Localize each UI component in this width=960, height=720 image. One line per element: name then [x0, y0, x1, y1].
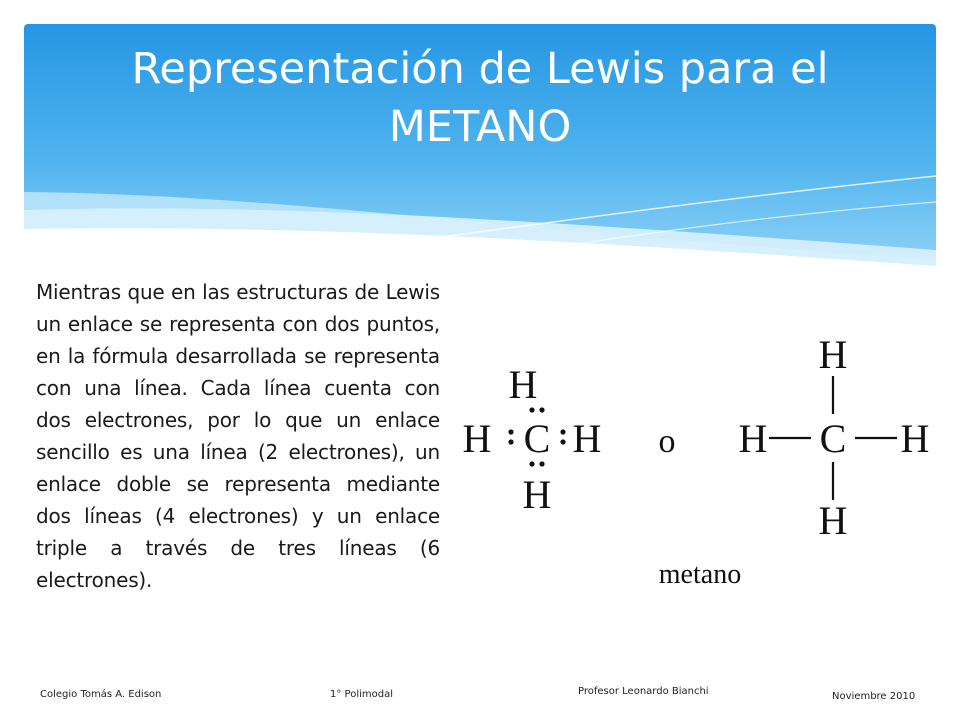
structural-h-top: H: [818, 332, 848, 377]
lewis-h-top: H: [508, 362, 538, 407]
lewis-h-right: H: [572, 416, 602, 461]
lewis-c-center: C: [523, 416, 551, 461]
footer-teacher: Profesor Leonardo Bianchi: [578, 686, 709, 697]
structural-h-left: H: [738, 416, 768, 461]
methane-formula-figure: [455, 328, 945, 588]
structural-h-right: H: [900, 416, 930, 461]
lewis-h-bottom: H: [522, 472, 552, 517]
footer-course: 1° Polimodal: [330, 689, 394, 700]
title-line-2: METANO: [388, 102, 572, 152]
lewis-h-left: H: [462, 416, 492, 461]
footer-date: Noviembre 2010: [832, 691, 916, 702]
body-paragraph: Mientras que en las estructuras de Lewis un enlace se representa con dos puntos, en la fórmula desarrollada se representa con una línea. Cada línea cuenta con dos electrones, por lo que un enlace sencillo es una línea (2 electrones), un enlace doble se representa mediante dos líneas (4 electrones) y un enlace triple a través de tres líneas (6 electrones).: [36, 280, 440, 592]
separator-o: o: [658, 423, 676, 460]
footer-school: Colegio Tomás A. Edison: [40, 689, 162, 700]
slide-title: [24, 40, 936, 156]
structural-c-center: C: [819, 416, 847, 461]
figure-caption: metano: [658, 559, 742, 588]
title-line-1: Representación de Lewis para el: [131, 44, 829, 94]
structural-h-bottom: H: [818, 498, 848, 543]
